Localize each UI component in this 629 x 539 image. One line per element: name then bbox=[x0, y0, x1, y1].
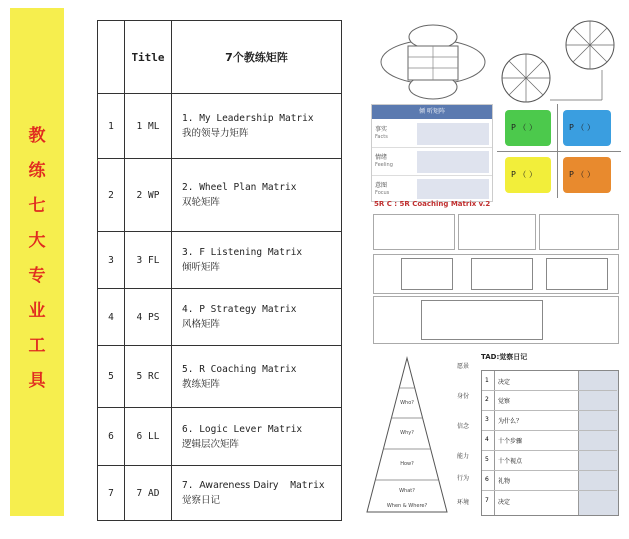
pyramid-level: How? bbox=[400, 461, 414, 467]
banner-char: 工 bbox=[28, 336, 46, 356]
row-num: 6. bbox=[182, 423, 194, 435]
row-en: R Coaching Matrix bbox=[199, 363, 297, 375]
awareness-diary-thumbnail bbox=[481, 352, 617, 514]
row-name bbox=[172, 232, 342, 289]
row-cn: 倾听矩阵 bbox=[182, 262, 221, 273]
listening-row bbox=[372, 177, 492, 201]
pyramid-level: When & Where? bbox=[386, 503, 428, 509]
listening-row-en: Feeling bbox=[375, 162, 393, 168]
pyramid-side-label: 行为 bbox=[456, 475, 470, 482]
table-row bbox=[98, 466, 342, 521]
pyramid-side-label: 愿景 bbox=[456, 363, 470, 370]
row-name bbox=[172, 289, 342, 346]
coaching-matrix-thumbnail bbox=[371, 200, 621, 345]
strategy-label: P （ ） bbox=[511, 123, 537, 132]
row-en: My Leadership Matrix bbox=[199, 113, 314, 124]
strategy-quadrant bbox=[563, 157, 611, 193]
banner-char: 大 bbox=[28, 231, 46, 251]
strategy-label: P （ ） bbox=[511, 170, 537, 179]
row-cn: 双轮矩阵 bbox=[182, 197, 221, 208]
listening-matrix-title: 倾 听矩阵 bbox=[372, 105, 492, 119]
leadership-matrix-thumbnail bbox=[378, 20, 488, 100]
strategy-matrix-thumbnail bbox=[497, 104, 621, 198]
row-index: 3 bbox=[98, 232, 125, 289]
listening-row-en: Facts bbox=[375, 134, 388, 140]
diary-row: 5 十个视点 bbox=[482, 450, 617, 471]
row-index: 7 bbox=[98, 466, 125, 521]
row-num: 3. bbox=[182, 247, 194, 258]
row-en: F Listening Matrix bbox=[199, 247, 303, 258]
row-code: 6 LL bbox=[125, 408, 172, 466]
row-code: 1 ML bbox=[125, 94, 172, 159]
diary-row: 6 礼物 bbox=[482, 470, 617, 491]
pyramid-side-label: 信念 bbox=[456, 423, 470, 430]
strategy-quadrant bbox=[563, 110, 611, 146]
table-header-row bbox=[98, 21, 342, 94]
listening-row-en: Focus bbox=[375, 190, 390, 196]
row-en2: Matrix bbox=[290, 480, 325, 491]
row-num: 4. bbox=[182, 304, 194, 315]
banner-char: 具 bbox=[28, 371, 46, 391]
row-name bbox=[172, 159, 342, 232]
pyramid-side-label: 环境 bbox=[456, 499, 470, 506]
listening-row bbox=[372, 149, 492, 176]
title-banner bbox=[10, 8, 64, 516]
coaching-matrix-title: 5R C : 5R Coaching Matrix v.2 bbox=[374, 200, 491, 208]
banner-char: 练 bbox=[28, 161, 46, 181]
wheel-plan-thumbnail bbox=[492, 18, 624, 110]
strategy-label: P （ ） bbox=[569, 123, 595, 132]
row-num: 5. bbox=[182, 363, 194, 375]
pyramid-level: What? bbox=[399, 488, 415, 494]
header-name-text: 7个教练矩阵 bbox=[225, 51, 288, 64]
row-cn: 风格矩阵 bbox=[182, 319, 221, 330]
listening-matrix-thumbnail bbox=[371, 104, 493, 202]
listening-row-cn: 事实 bbox=[375, 126, 388, 133]
row-name bbox=[172, 94, 342, 159]
table-row bbox=[98, 408, 342, 466]
row-cn: 觉察日记 bbox=[182, 495, 221, 506]
row-code: 7 AD bbox=[125, 466, 172, 521]
diary-row: 7 决定 bbox=[485, 497, 511, 506]
matrix-table bbox=[97, 20, 342, 521]
row-cn: 教练矩阵 bbox=[182, 378, 221, 390]
listening-row bbox=[372, 121, 492, 148]
header-index bbox=[98, 21, 125, 94]
row-code: 3 FL bbox=[125, 232, 172, 289]
row-cn: 我的领导力矩阵 bbox=[182, 128, 249, 139]
logic-lever-thumbnail bbox=[363, 352, 478, 517]
table-row bbox=[98, 232, 342, 289]
table-row bbox=[98, 289, 342, 346]
header-name bbox=[172, 21, 342, 94]
row-en: Awareness Dairy bbox=[199, 480, 279, 491]
row-en: Logic Lever Matrix bbox=[199, 423, 303, 435]
pyramid-side-label: 能力 bbox=[456, 453, 470, 460]
row-name bbox=[172, 466, 342, 521]
banner-char: 七 bbox=[28, 196, 46, 216]
strategy-label: P （ ） bbox=[569, 170, 595, 179]
row-num: 1. bbox=[182, 113, 194, 124]
diary-row: 2 觉察 bbox=[482, 390, 617, 411]
row-name bbox=[172, 408, 342, 466]
row-en: P Strategy Matrix bbox=[199, 304, 297, 315]
diary-row: 1 决定 bbox=[482, 372, 617, 391]
table-row bbox=[98, 94, 342, 159]
pyramid-level: Why? bbox=[400, 430, 414, 436]
listening-row-cn: 意图 bbox=[375, 182, 388, 189]
row-cn: 逻辑层次矩阵 bbox=[182, 438, 240, 450]
awareness-diary-title: TAD:觉察日记 bbox=[481, 353, 528, 361]
row-index: 5 bbox=[98, 346, 125, 408]
table-row bbox=[98, 346, 342, 408]
diary-row: 3 为什么？ bbox=[482, 410, 617, 431]
row-num: 2. bbox=[182, 182, 194, 193]
strategy-quadrant bbox=[505, 157, 551, 193]
banner-char: 专 bbox=[28, 266, 46, 286]
row-index: 6 bbox=[98, 408, 125, 466]
strategy-quadrant bbox=[505, 110, 551, 146]
pyramid-level: Who? bbox=[400, 400, 414, 406]
header-title: Title bbox=[125, 21, 172, 94]
banner-char: 业 bbox=[28, 301, 46, 321]
row-index: 1 bbox=[98, 94, 125, 159]
table-row bbox=[98, 159, 342, 232]
banner-char: 教 bbox=[28, 126, 46, 146]
row-en: Wheel Plan Matrix bbox=[199, 182, 297, 193]
row-index: 4 bbox=[98, 289, 125, 346]
row-num: 7. bbox=[182, 480, 194, 491]
listening-row-cn: 情绪 bbox=[375, 154, 388, 161]
pyramid-side-label: 身份 bbox=[456, 393, 470, 400]
row-name bbox=[172, 346, 342, 408]
row-code: 4 PS bbox=[125, 289, 172, 346]
diary-row: 4 十个步骤 bbox=[482, 430, 617, 451]
row-code: 5 RC bbox=[125, 346, 172, 408]
row-code: 2 WP bbox=[125, 159, 172, 232]
row-index: 2 bbox=[98, 159, 125, 232]
